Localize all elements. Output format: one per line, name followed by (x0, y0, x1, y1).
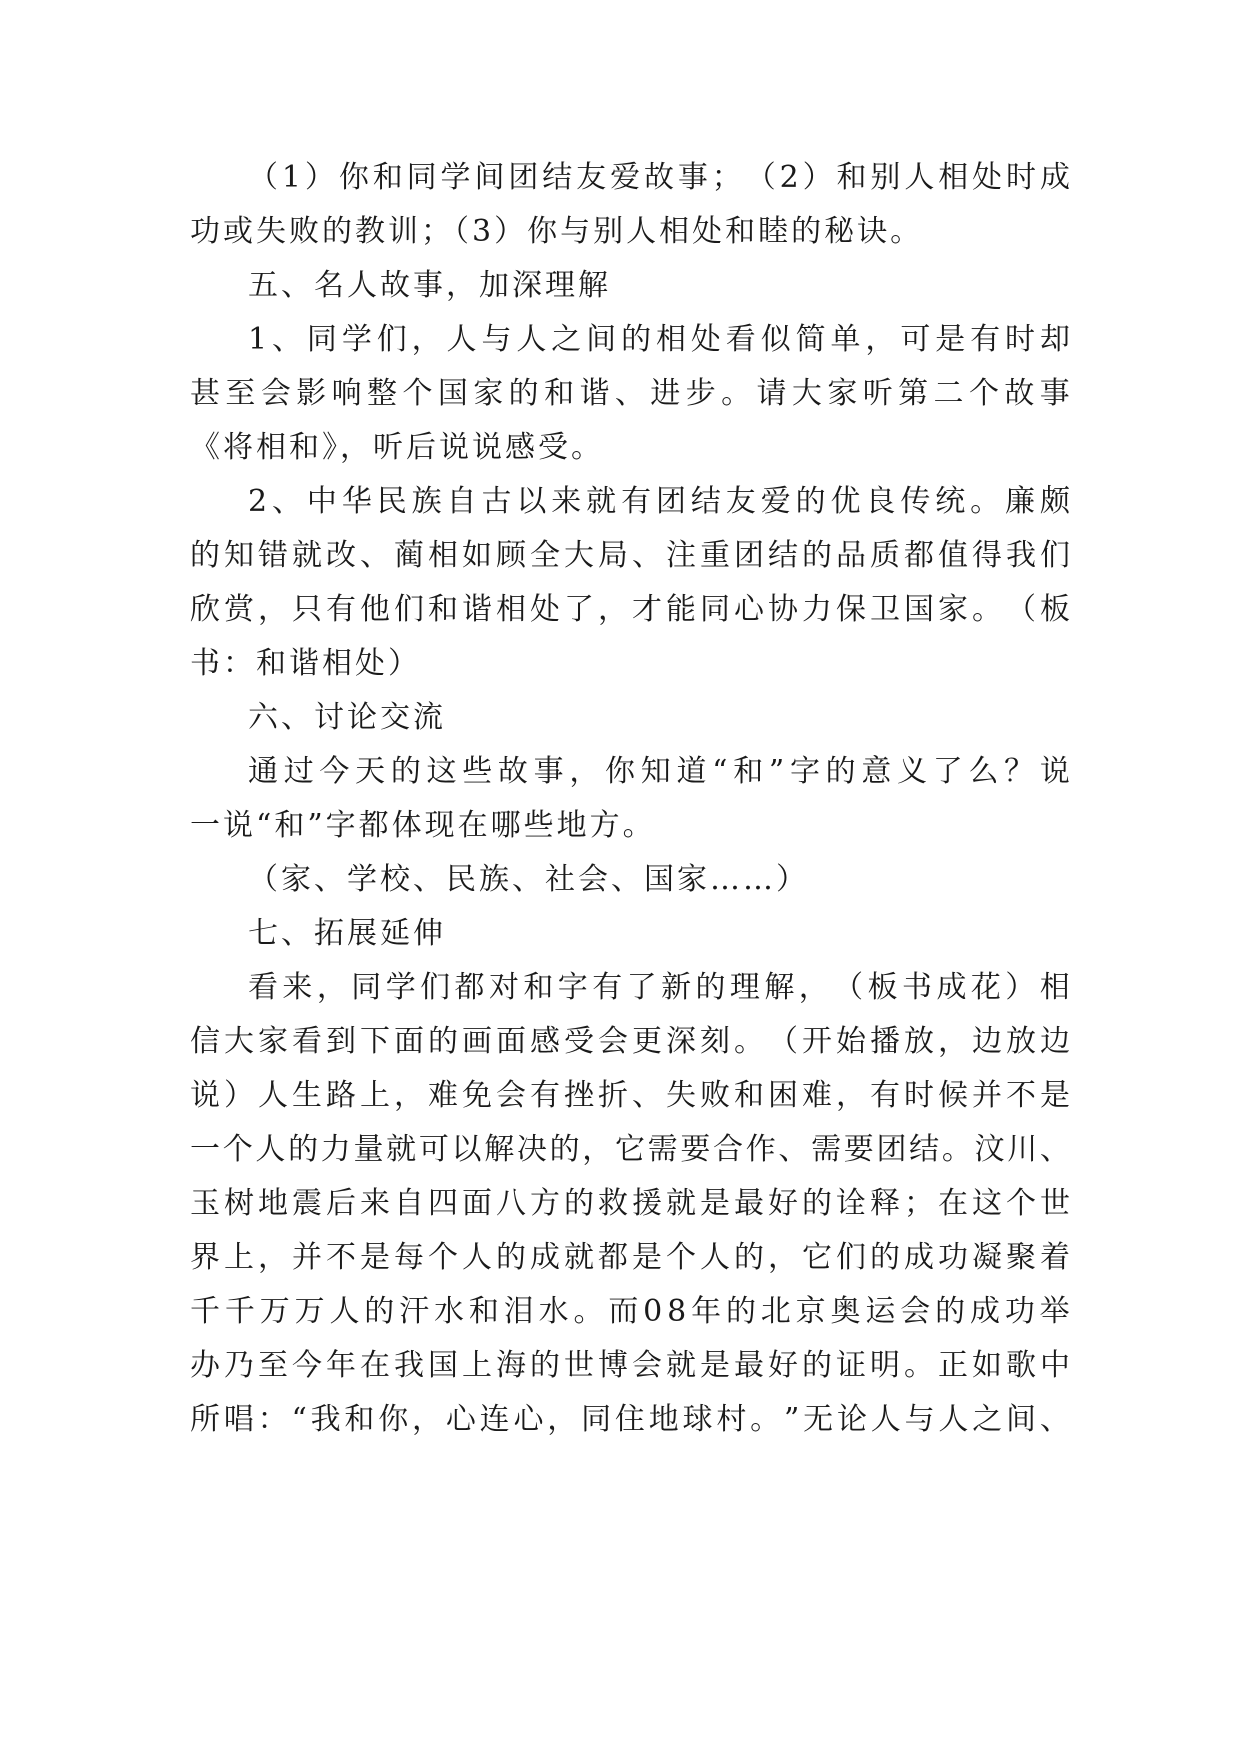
text-line: 五、名人故事，加深理解 (248, 268, 611, 303)
text-line: 的 知 错 就 改 、 蔺 相 如 顾 全 大 局 、 注 重 团 结 的 品 质 都 值 得 我 们 (190, 538, 1070, 573)
text-line: 所 唱 ： “ 我 和 你 ， 心 连 心 ， 同 住 地 球 村 。 ” 无 论 人 与 人 之 间 、 (190, 1402, 1070, 1437)
text-line: 一说“和”字都体现在哪些地方。 (190, 808, 656, 843)
text-line: 信 大 家 看 到 下 面 的 画 面 感 受 会 更 深 刻 。 （ 开 始 播 放 ， 边 放 边 (190, 1024, 1070, 1059)
text-line: 办 乃 至 今 年 在 我 国 上 海 的 世 博 会 就 是 最 好 的 证 明 。 正 如 歌 中 (190, 1348, 1070, 1383)
text-line: 界 上 ， 并 不 是 每 个 人 的 成 就 都 是 个 人 的 ， 它 们 的 成 功 凝 聚 着 (190, 1240, 1070, 1275)
text-line: 《将相和》，听后说说感受。 (190, 430, 604, 465)
text-line: 玉 树 地 震 后 来 自 四 面 八 方 的 救 援 就 是 最 好 的 诠 释 ； 在 这 个 世 (190, 1186, 1070, 1221)
text-line: 千 千 万 万 人 的 汗 水 和 泪 水 。 而 0 8 年 的 北 京 奥 运 会 的 成 功 举 (190, 1294, 1070, 1329)
text-line: 七、拓展延伸 (248, 916, 446, 951)
text-line: 功或失败的教训；（3）你与别人相处和睦的秘诀。 (190, 214, 924, 249)
text-line: 六、讨论交流 (248, 700, 446, 735)
text-line: 2 、 中 华 民 族 自 古 以 来 就 有 团 结 友 爱 的 优 良 传 统 。 廉 颇 (248, 484, 1070, 519)
text-line: 欣 赏 ， 只 有 他 们 和 谐 相 处 了 ， 才 能 同 心 协 力 保 卫 国 家 。 （ 板 (190, 592, 1070, 627)
text-line: 看 来 ， 同 学 们 都 对 和 字 有 了 新 的 理 解 ， （ 板 书 成 花 ） 相 (248, 970, 1070, 1005)
text-line: 1 、 同 学 们 ， 人 与 人 之 间 的 相 处 看 似 简 单 ， 可 是 有 时 却 (248, 322, 1070, 357)
text-line: （家、学校、民族、社会、国家……） (248, 862, 809, 897)
text-line: （ 1 ） 你 和 同 学 间 团 结 友 爱 故 事 ； （ 2 ） 和 别 人 相 处 时 成 (248, 160, 1070, 195)
text-line: 书：和谐相处） (190, 646, 421, 681)
text-line: 通 过 今 天 的 这 些 故 事 ， 你 知 道 “ 和 ” 字 的 意 义 了 么 ？ 说 (248, 754, 1070, 789)
text-line: 甚 至 会 影 响 整 个 国 家 的 和 谐 、 进 步 。 请 大 家 听 第 二 个 故 事 (190, 376, 1070, 411)
text-line: 说 ） 人 生 路 上 ， 难 免 会 有 挫 折 、 失 败 和 困 难 ， 有 时 候 并 不 是 (190, 1078, 1070, 1113)
text-line: 一 个 人 的 力 量 就 可 以 解 决 的 ， 它 需 要 合 作 、 需 要 团 结 。 汶 川 、 (190, 1132, 1070, 1167)
